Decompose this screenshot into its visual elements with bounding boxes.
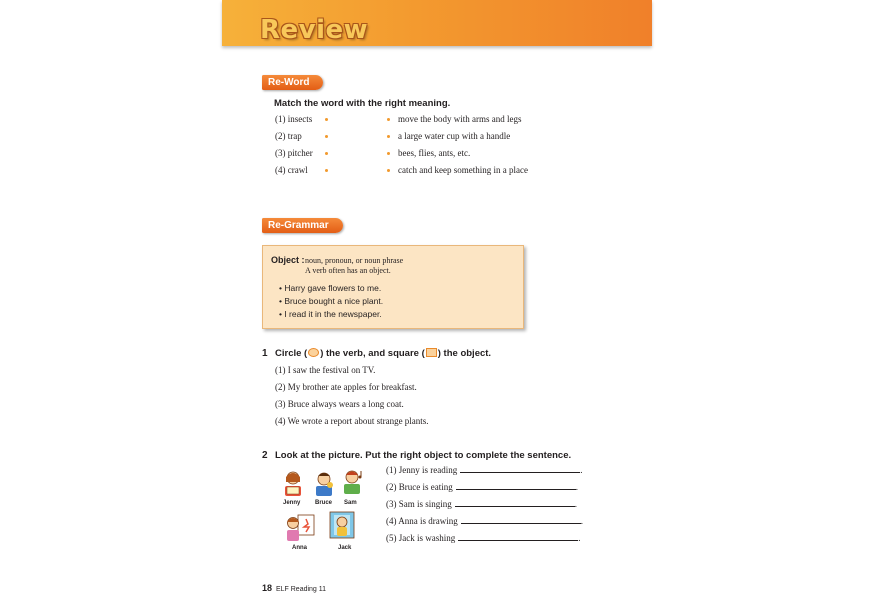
jack-washing-icon bbox=[326, 510, 358, 544]
exercise-1-sentence[interactable]: (1) I saw the festival on TV. bbox=[275, 365, 376, 375]
grammar-example: • I read it in the newspaper. bbox=[279, 309, 382, 319]
match-dot-right[interactable] bbox=[387, 118, 390, 121]
exercise-2-sentence[interactable]: (1) Jenny is reading . bbox=[386, 465, 583, 475]
match-meaning: bees, flies, ants, etc. bbox=[398, 148, 471, 158]
exercise-1-sentence[interactable]: (3) Bruce always wears a long coat. bbox=[275, 399, 404, 409]
match-dot-right[interactable] bbox=[387, 169, 390, 172]
exercise-1-instruction: Circle ( ) the verb, and square ( ) the object. bbox=[275, 348, 492, 359]
match-word: (2) trap bbox=[275, 131, 302, 141]
name-label: Bruce bbox=[315, 500, 333, 506]
review-banner bbox=[222, 0, 652, 46]
name-label: Jenny bbox=[283, 500, 301, 506]
match-dot-left[interactable] bbox=[325, 152, 328, 155]
match-meaning: catch and keep something in a place bbox=[398, 165, 528, 175]
answer-blank[interactable] bbox=[455, 499, 575, 507]
reword-instruction: Match the word with the right meaning. bbox=[274, 98, 451, 109]
anna-drawing-icon bbox=[284, 512, 316, 544]
grammar-note: A verb often has an object. bbox=[305, 266, 391, 275]
bruce-eating-icon bbox=[311, 470, 337, 498]
page-title: Review bbox=[260, 15, 369, 45]
exercise-2-sentence[interactable]: (2) Bruce is eating . bbox=[386, 482, 578, 492]
match-meaning: a large water cup with a handle bbox=[398, 131, 511, 141]
match-dot-right[interactable] bbox=[387, 152, 390, 155]
square-symbol-icon bbox=[426, 348, 437, 357]
exercise-2-instruction: Look at the picture. Put the right object to complete the sentence. bbox=[275, 450, 572, 461]
exercise-2-sentence[interactable]: (5) Jack is washing . bbox=[386, 533, 581, 543]
name-label: Sam bbox=[344, 500, 357, 506]
grammar-box bbox=[262, 245, 524, 329]
exercise-1-sentence[interactable]: (4) We wrote a report about strange plants. bbox=[275, 416, 429, 426]
exercise-1-sentence[interactable]: (2) My brother ate apples for breakfast. bbox=[275, 382, 417, 392]
grammar-example: • Bruce bought a nice plant. bbox=[279, 296, 384, 306]
answer-blank[interactable] bbox=[458, 533, 578, 541]
match-dot-left[interactable] bbox=[325, 135, 328, 138]
reword-tab: Re-Word bbox=[262, 75, 323, 90]
name-label: Anna bbox=[292, 545, 307, 551]
workbook-page bbox=[222, 0, 652, 612]
page-footer bbox=[262, 583, 326, 593]
match-dot-right[interactable] bbox=[387, 135, 390, 138]
match-word: (1) insects bbox=[275, 114, 313, 124]
grammar-term: Object : bbox=[271, 255, 305, 265]
exercise-2-number: 2 bbox=[262, 450, 268, 461]
answer-blank[interactable] bbox=[460, 465, 580, 473]
match-dot-left[interactable] bbox=[325, 169, 328, 172]
book-title: ELF Reading 11 bbox=[275, 586, 327, 593]
exercise-2-sentence[interactable]: (4) Anna is drawing . bbox=[386, 516, 583, 526]
sam-singing-icon bbox=[340, 468, 366, 496]
grammar-example: • Harry gave flowers to me. bbox=[279, 283, 382, 293]
answer-blank[interactable] bbox=[456, 482, 576, 490]
page-number: 18 bbox=[262, 583, 273, 593]
exercise-1-number: 1 bbox=[262, 348, 268, 359]
name-label: Jack bbox=[338, 545, 352, 551]
circle-symbol-icon bbox=[308, 348, 319, 357]
regrammar-tab: Re-Grammar bbox=[262, 218, 343, 233]
grammar-definition: noun, pronoun, or noun phrase bbox=[305, 256, 404, 265]
match-word: (3) pitcher bbox=[275, 148, 313, 158]
exercise-2-sentence[interactable]: (3) Sam is singing . bbox=[386, 499, 578, 509]
jenny-reading-icon bbox=[280, 470, 306, 498]
match-word: (4) crawl bbox=[275, 165, 308, 175]
answer-blank[interactable] bbox=[461, 516, 581, 524]
match-dot-left[interactable] bbox=[325, 118, 328, 121]
match-meaning: move the body with arms and legs bbox=[398, 114, 522, 124]
